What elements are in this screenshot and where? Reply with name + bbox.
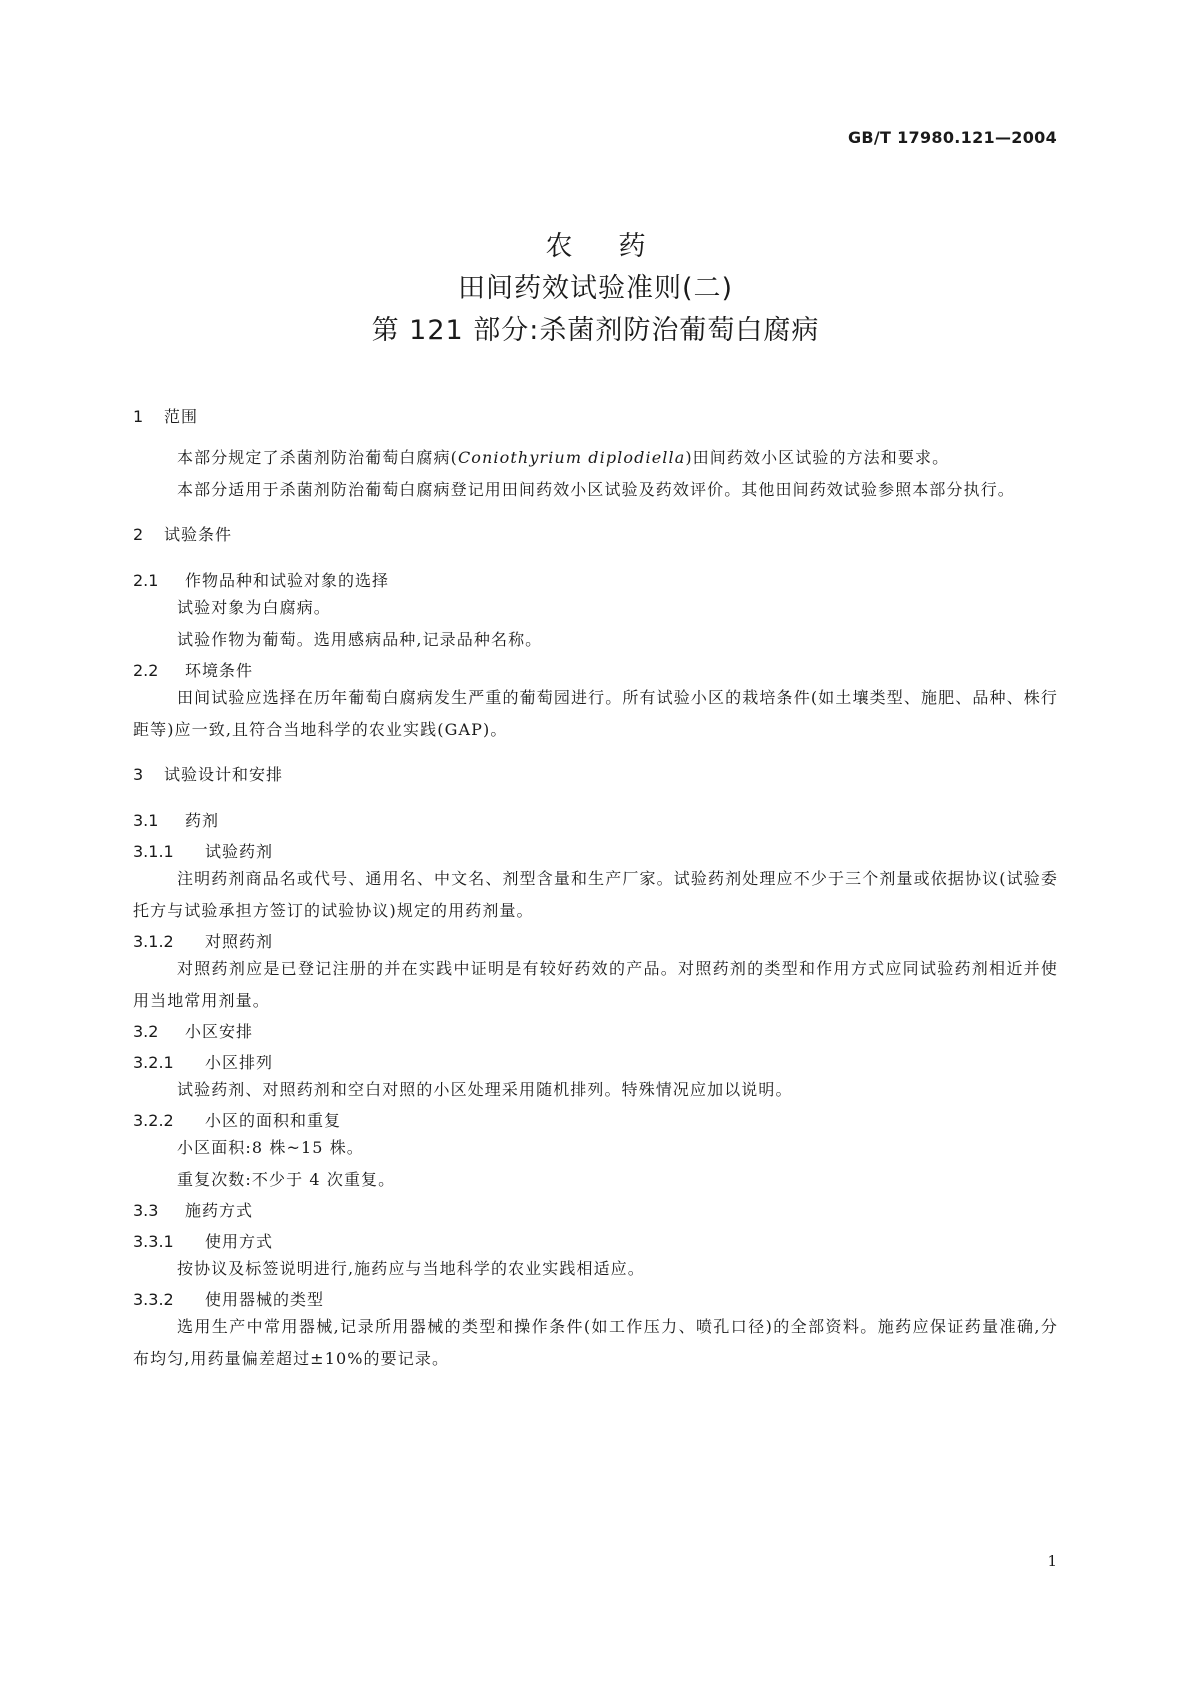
section-title: 小区安排: [185, 1022, 254, 1041]
title-line-1: 农药: [545, 231, 692, 262]
section-title: 试验药剂: [205, 842, 274, 861]
section-number: 3.2.1: [133, 1053, 174, 1072]
section-3-2-1-heading: [133, 1052, 1058, 1074]
section-title: 使用器械的类型: [205, 1290, 325, 1309]
section-number: 3.3.1: [133, 1232, 174, 1251]
section-3-1-heading: [133, 810, 1058, 832]
title-line-2: 田间药效试验准则(二): [457, 273, 734, 304]
section-title: 范围: [164, 407, 199, 426]
section-number: 3.2.2: [133, 1111, 174, 1130]
paragraph: 试验作物为葡萄。选用感病品种,记录品种名称。: [177, 630, 543, 649]
section-title: 药剂: [185, 811, 220, 830]
section-number: 1: [133, 407, 144, 426]
section-title: 试验设计和安排: [164, 765, 284, 784]
paragraph: 小区面积:8 株~15 株。: [177, 1138, 364, 1157]
section-3-3-1-heading: [133, 1231, 1058, 1253]
section-2-heading: [133, 524, 1058, 546]
section-3-2-heading: [133, 1021, 1058, 1043]
section-3-3-2-heading: [133, 1289, 1058, 1311]
document-title: [0, 226, 1191, 352]
scientific-name: Coniothyrium diplodiella: [457, 448, 686, 467]
paragraph: 选用生产中常用器械,记录所用器械的类型和操作条件(如工作压力、喷孔口径)的全部资料。施药应保证药量准确,分布均匀,用药量偏差超过±10%的要记录。: [133, 1317, 1058, 1368]
paragraph: 本部分规定了杀菌剂防治葡萄白腐病(Coniothyrium diplodiella)田间药效小区试验的方法和要求。: [177, 448, 950, 467]
section-number: 3.1: [133, 811, 159, 830]
standard-number: GB/T 17980.121—2004: [847, 128, 1057, 147]
title-line-3: 第 121 部分:杀菌剂防治葡萄白腐病: [371, 315, 820, 346]
section-number: 3: [133, 765, 144, 784]
section-number: 3.3.2: [133, 1290, 174, 1309]
section-number: 3.1.1: [133, 842, 174, 861]
section-2-2-heading: [133, 660, 1058, 682]
paragraph: 试验对象为白腐病。: [177, 598, 331, 617]
section-title: 试验条件: [164, 525, 233, 544]
section-title: 施药方式: [185, 1201, 254, 1220]
section-3-1-1-heading: [133, 841, 1058, 863]
section-1-heading: [133, 406, 1058, 428]
paragraph: 重复次数:不少于 4 次重复。: [177, 1170, 396, 1189]
document-body: [133, 406, 1058, 1375]
section-number: 3.1.2: [133, 932, 174, 951]
paragraph: 本部分适用于杀菌剂防治葡萄白腐病登记用田间药效小区试验及药效评价。其他田间药效试验参照本部分执行。: [177, 480, 1015, 499]
section-title: 小区的面积和重复: [205, 1111, 342, 1130]
section-title: 作物品种和试验对象的选择: [185, 571, 390, 590]
section-2-1-heading: [133, 570, 1058, 592]
section-3-heading: [133, 764, 1058, 786]
section-title: 使用方式: [205, 1232, 274, 1251]
page-number: 1: [1047, 1552, 1057, 1570]
section-3-1-2-heading: [133, 931, 1058, 953]
paragraph: 对照药剂应是已登记注册的并在实践中证明是有较好药效的产品。对照药剂的类型和作用方式应同试验药剂相近并使用当地常用剂量。: [133, 959, 1058, 1010]
section-title: 环境条件: [185, 661, 254, 680]
section-title: 对照药剂: [205, 932, 274, 951]
paragraph: 注明药剂商品名或代号、通用名、中文名、剂型含量和生产厂家。试验药剂处理应不少于三个剂量或依据协议(试验委托方与试验承担方签订的试验协议)规定的用药剂量。: [133, 869, 1058, 920]
section-number: 2: [133, 525, 144, 544]
section-number: 3.3: [133, 1201, 159, 1220]
paragraph: 试验药剂、对照药剂和空白对照的小区处理采用随机排列。特殊情况应加以说明。: [177, 1080, 793, 1099]
section-number: 2.1: [133, 571, 159, 590]
section-3-3-heading: [133, 1200, 1058, 1222]
section-title: 小区排列: [205, 1053, 274, 1072]
section-3-2-2-heading: [133, 1110, 1058, 1132]
section-number: 2.2: [133, 661, 159, 680]
section-number: 3.2: [133, 1022, 159, 1041]
paragraph: 田间试验应选择在历年葡萄白腐病发生严重的葡萄园进行。所有试验小区的栽培条件(如土壤类型、施肥、品种、株行距等)应一致,且符合当地科学的农业实践(GAP)。: [133, 688, 1058, 739]
paragraph: 按协议及标签说明进行,施药应与当地科学的农业实践相适应。: [177, 1259, 645, 1278]
